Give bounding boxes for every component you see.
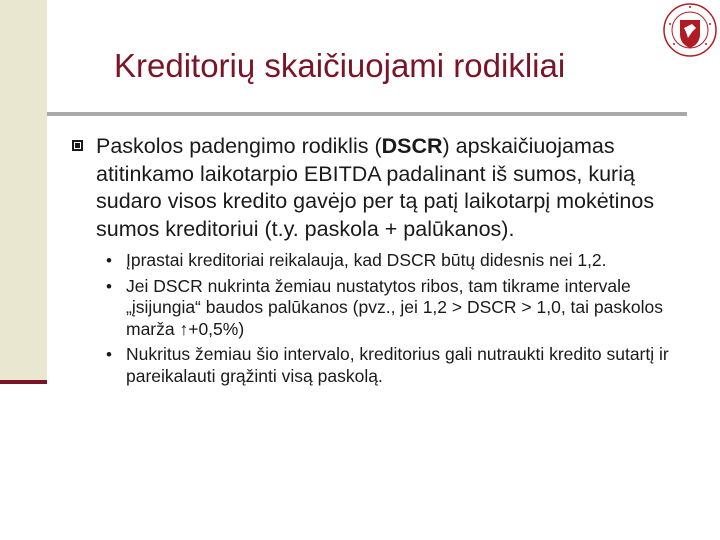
dot-bullet-icon: • (106, 345, 112, 364)
sub-bullet-text: Įprastai kreditoriai reikalauja, kad DSCR būtų didesnis nei 1,2. (126, 250, 607, 270)
sub-bullet (106, 275, 692, 341)
sub-bullet-text: Nukritus žemiau šio intervalo, kreditorius gali nutraukti kredito sutartį ir pareikalauti grąžinti visą paskolą. (126, 344, 669, 386)
sub-bullet-text: Jei DSCR nukrinta žemiau nustatytos ribos, tam tikrame intervale „įsijungia“ baudos palūkanos (pvz., jei 1,2 > DSCR > 1,0, tai paskolos marža ↑+0,5%) (126, 275, 663, 339)
main-bullet-bold-term: DSCR (381, 134, 443, 158)
main-bullet-text-before: Paskolos padengimo rodiklis ( (96, 134, 382, 158)
dot-bullet-icon: • (106, 276, 112, 296)
title-divider (47, 112, 687, 116)
slide-title: Kreditorių skaičiuojami rodikliai (114, 47, 566, 84)
dot-bullet-icon: • (106, 251, 112, 270)
main-bullet (72, 133, 692, 243)
sub-bullet-list (72, 250, 692, 387)
square-bullet-icon (72, 140, 83, 151)
left-decorative-bar (0, 0, 47, 383)
university-seal-icon (662, 2, 718, 58)
sub-bullet (106, 250, 692, 272)
sub-bullet (106, 344, 692, 387)
left-bar-accent-line (0, 380, 47, 384)
slide-content (72, 133, 692, 391)
main-bullet-text-after: ) apskaičiuojamas atitinkamo laikotarpio EBITDA padalinant iš sumos, kurią sudaro visos kredito gavėjo per tą patį laikotarpį mokėtinos sumos kreditoriui (t.y. paskola + palūkanos). (96, 134, 655, 241)
